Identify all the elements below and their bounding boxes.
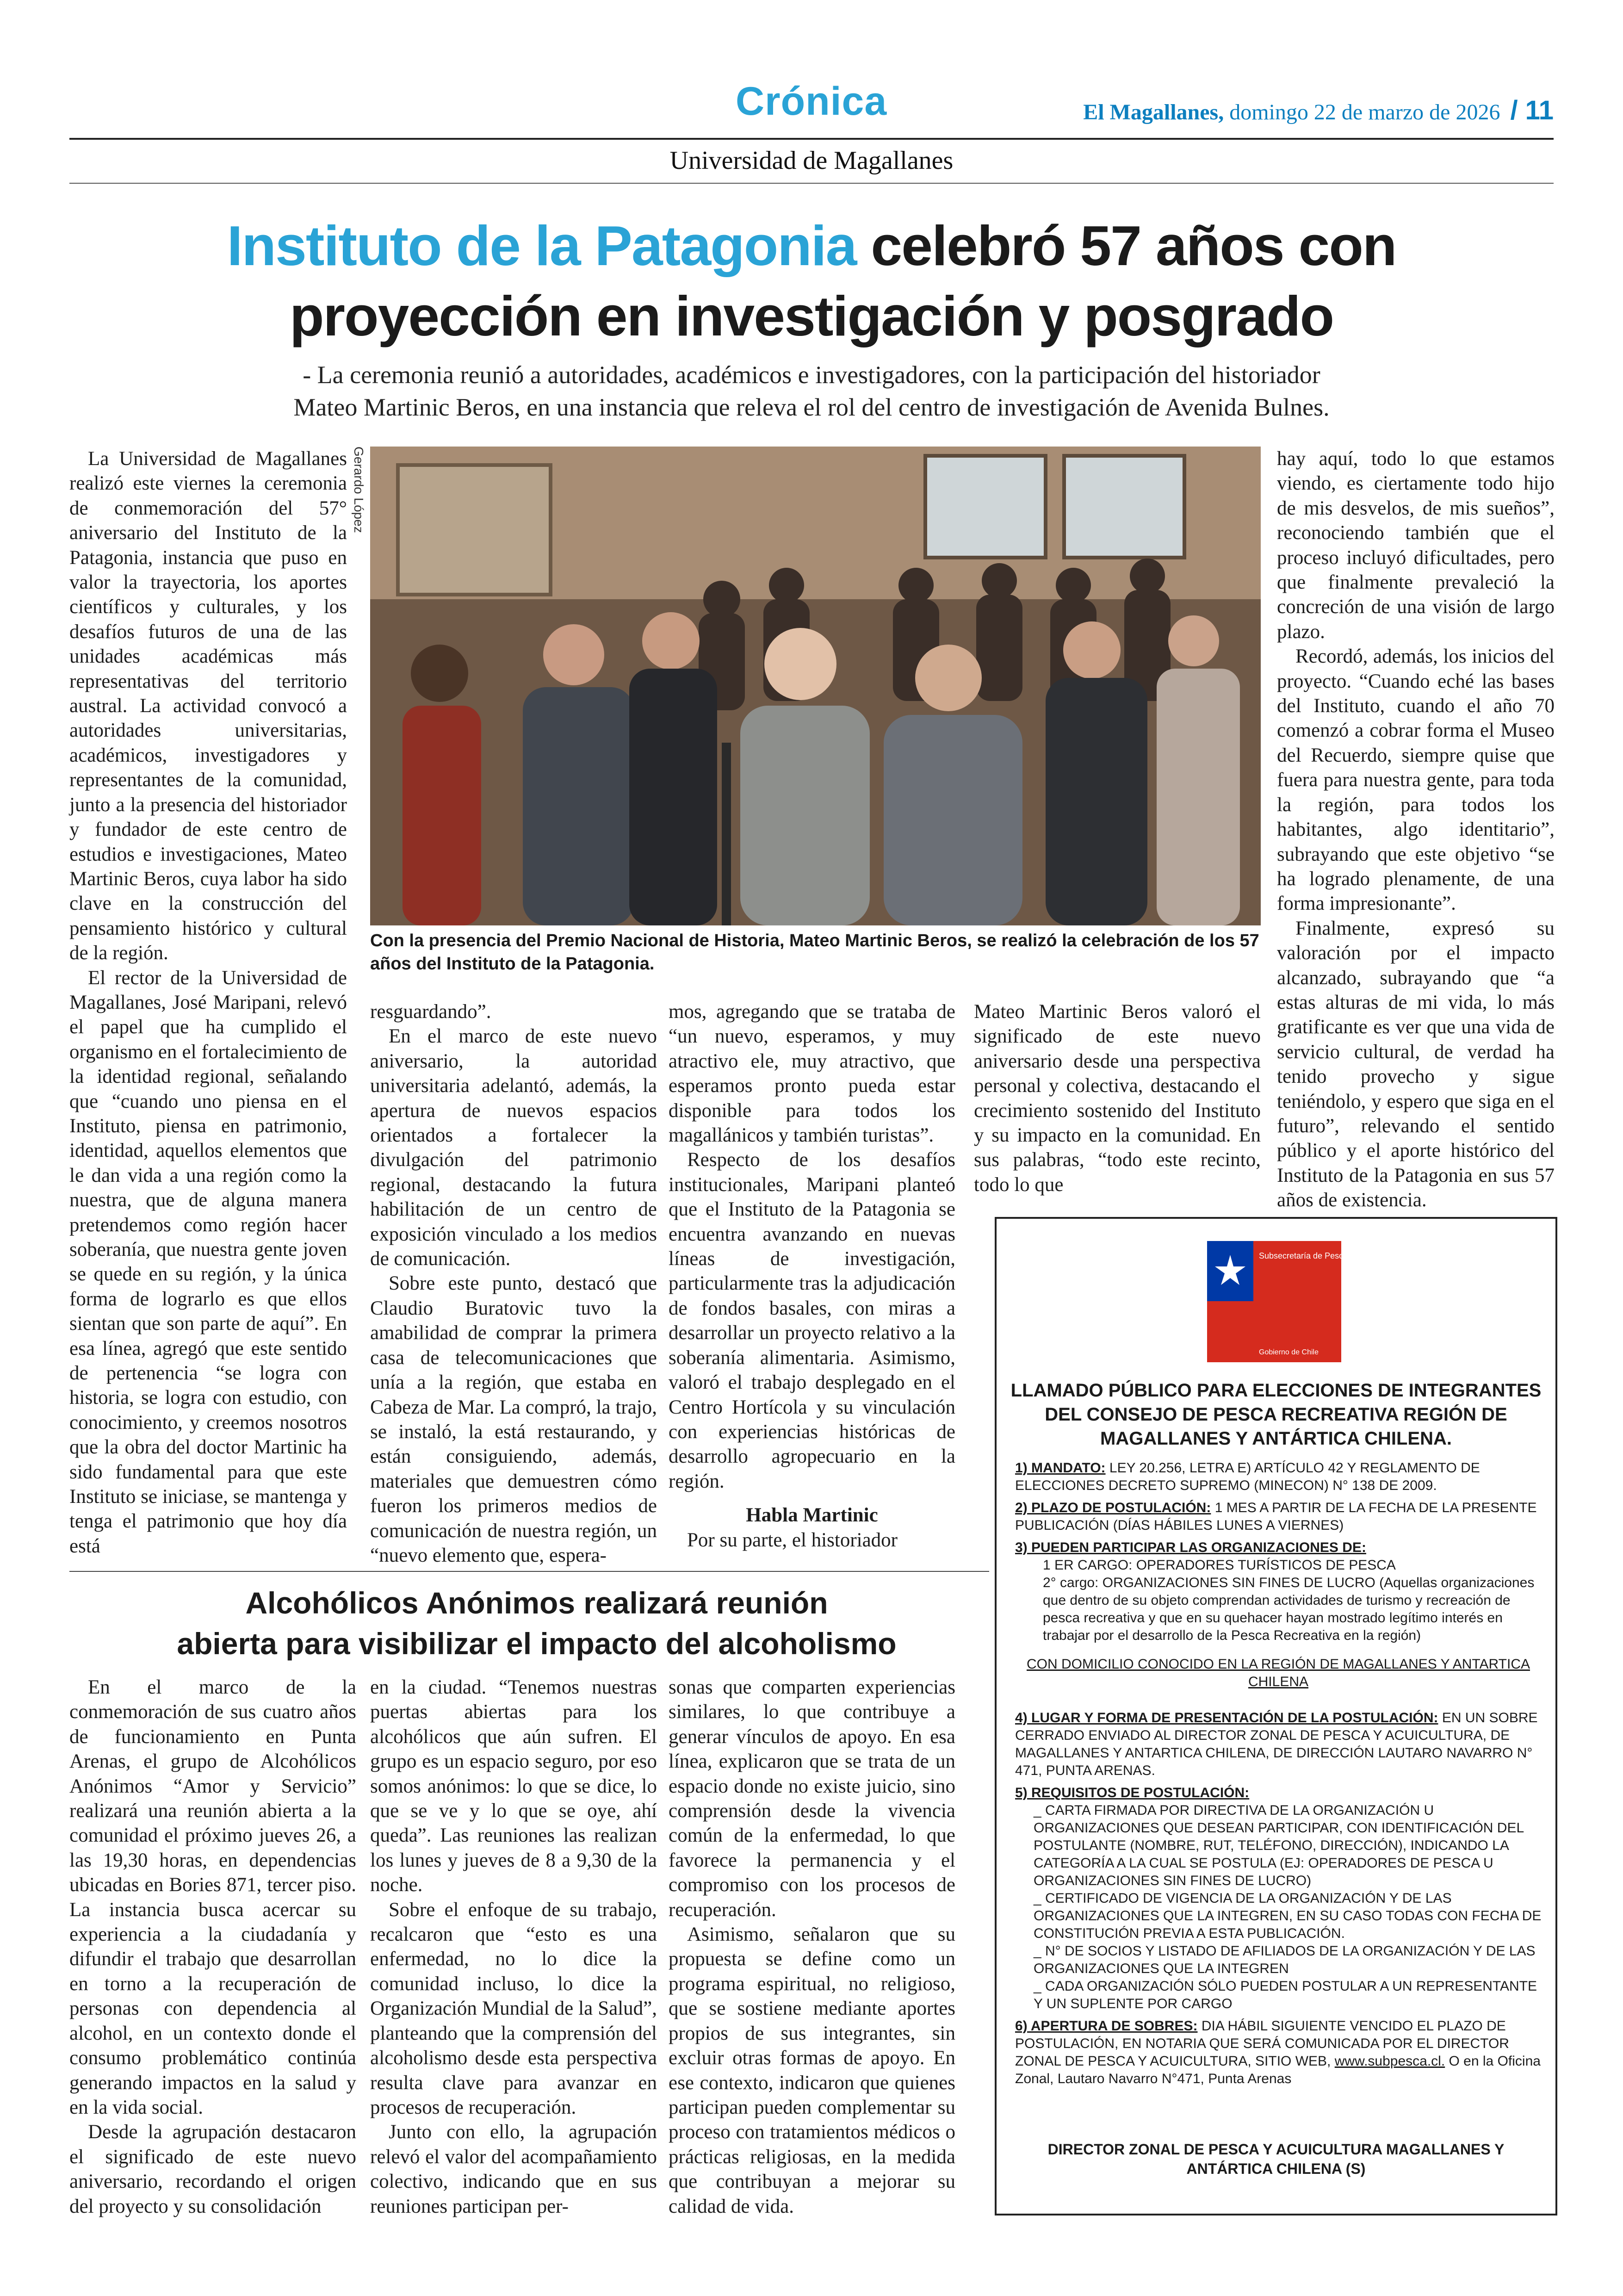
public-notice (995, 1217, 1557, 2215)
item-label: 2) PLAZO DE POSTULACIÓN: (1015, 1500, 1211, 1515)
notice-signature: DIRECTOR ZONAL DE PESCA Y ACUICULTURA MAGALLANES Y ANTÁRTICA CHILENA (S) (1047, 2141, 1505, 2177)
paragraph: En el marco de la conmemoración de sus cuatro años de funcionamiento en Punta Arenas, el grupo de Alcohólicos Anónimos “Amor y Servicio” realizará una reunión abierta a la comunidad el próximo jueves 26, a las 19,30 horas, en dependencias ubicadas en Bories 871, tercer piso. La instancia busca acercar su experiencia a la ciudadanía y difundir el trabajo que desarrollan en torno a la recuperación de personas con dependencia al alcohol, en un contexto donde el consumo problemático continúa generando impactos en la salud y en la vida social. (69, 1676, 356, 2118)
header-rule (69, 138, 1554, 140)
paragraph: Finalmente, expresó su valoración por el impacto alcanzado, subrayando que “a estas alturas de mi vida, lo más gratificante es ver que una vida de servicio cultural, de verdad ha tenido provecho y sigue teniéndolo, y espero que siga en el futuro”, relevando el sentido público y el aporte histórico del Instituto de la Patagonia en sus 57 años de existencia. (1277, 917, 1555, 1211)
paragraph: en la ciudad. “Tenemos nuestras puertas abiertas para los alcohólicos que aún sufren. El grupo es un espacio seguro, por eso somos anónimos: lo que se dice, lo que se ve y lo que se oye, ahí queda”. Las reuniones las realizan los lunes y jueves de 8 a 9,30 de la noche. (370, 1676, 657, 1896)
notice-body (1015, 1459, 1542, 2092)
article-photo (370, 447, 1261, 925)
headline-part-2: proyección en investigación y posgrado (289, 285, 1334, 348)
requirement: _ N° DE SOCIOS Y LISTADO DE AFILIADOS DE LA ORGANIZACIÓN Y DE LAS ORGANIZACIONES QUE LA INTEGREN (1034, 1943, 1536, 1976)
subsection-title: Universidad de Magallanes (669, 146, 954, 175)
logo-text: Subsecretaría de Pesca y Acuicultura (1259, 1251, 1398, 1260)
paragraph: Asimismo, señalaron que su propuesta se define como un programa espiritual, no religioso, que se sostiene mediante aportes propios de sus integrantes, sin excluir otras formas de apoyo. En ese contexto, indicaron que quienes participan pueden complementar su proceso con tratamientos médicos o prácticas religiosas, en la medida que contribuyan a mejorar su calidad de vida. (669, 1924, 955, 2217)
paragraph: Junto con ello, la agrupación relevó el valor del acompañamiento colectivo, indicando que en sus reuniones participan per- (370, 2121, 657, 2217)
article2-headline (69, 1582, 1004, 1664)
article2-column-2 (370, 1675, 657, 2219)
item-text: 1 MES A PARTIR DE LA FECHA DE LA PRESENTE PUBLICACIÓN (DÍAS HÁBILES LUNES A VIERNES) (1015, 1500, 1537, 1533)
article1-column-3 (669, 999, 955, 1552)
paper-name: El Magallanes, (1083, 100, 1224, 124)
publication-info (1083, 95, 1554, 126)
cargo-1: 1 ER CARGO: OPERADORES TURÍSTICOS DE PESCA (1043, 1558, 1396, 1573)
article1-column-5 (1277, 447, 1555, 1213)
notice-title: LLAMADO PÚBLICO PARA ELECCIONES DE INTEGRANTES DEL CONSEJO DE PESCA RECREATIVA REGIÓN DE MAGALLANES Y ANTÁRTICA CHILENA. (1010, 1380, 1542, 1449)
paragraph: hay aquí, todo lo que estamos viendo, es ciertamente todo hijo de mis desvelos, de mis sueños”, reconociendo también que el proceso incluyó dificultades, pero que finalmente prevaleció la concreción de una visión de largo plazo. (1277, 448, 1555, 643)
article-headline (69, 211, 1554, 351)
paragraph: El rector de la Universidad de Magallanes, José Maripani, relevó el papel que ha cumplido el organismo en el fortalecimiento de la identidad regional, señalando que “cuando uno piensa en el Instituto, piensa en patrimonio, identidad, aquellos elementos que le dan vida a una región como la nuestra, que de alguna manera pretendemos como región hacer soberanía, que nuestra gente joven se quede en su región, y la única forma de lograrlo es que ellos sientan que son parte de aquí”. En esa línea, agregó que este sentido de pertenencia “se logra con historia, se logra con estudio, con conocimiento, y creemos nosotros que la obra del doctor Martinic ha sido fundamental para que este Instituto se iniciase, se mantenga y tenga el patrimonio que hoy día está (69, 967, 347, 1557)
item-text: EN UN SOBRE CERRADO ENVIADO AL DIRECTOR ZONAL DE PESCA Y ACUICULTURA, DE MAGALLANES Y ANTARTICA CHILENA, DE DIRECCIÓN LAUTARO NAVARRO N° 471, PUNTA ARENAS. (1015, 1710, 1538, 1778)
article2-column-3 (669, 1675, 955, 2219)
headline-part-1: celebró 57 años con (871, 214, 1396, 277)
paragraph: Sobre este punto, destacó que Claudio Buratovic tuvo la amabilidad de comprar la primera casa de telecomunicaciones que unía a la región, que estaba en Cabeza de Mar. La compró, la trajo, se instaló, la está restaurando, y están consiguiendo, además, materiales que demuestren cómo fueron los primeros medios de comunicación de nuestra región, un “nuevo elemento que, espera- (370, 1272, 657, 1566)
paragraph: Mateo Martinic Beros valoró el significado de este nuevo aniversario desde una perspectiva personal y colectiva, destacando el crecimiento sostenido del Instituto y su impacto en la comunidad. En sus palabras, “todo este recinto, todo lo que (974, 1001, 1261, 1196)
photo-illustration (370, 447, 1261, 925)
requirement: _ CADA ORGANIZACIÓN SÓLO PUEDEN POSTULAR A UN REPRESENTANTE Y UN SUPLENTE POR CARGO (1034, 1979, 1537, 2011)
item-text: LEY 20.256, LETRA E) ARTÍCULO 42 Y REGLAMENTO DE ELECCIONES DECRETO SUPREMO (MINECON) N° 138 DE 2009. (1015, 1460, 1480, 1493)
article2-column-1 (69, 1675, 356, 2219)
photo-credit (349, 447, 368, 567)
paragraph: En el marco de este nuevo aniversario, la autoridad universitaria adelantó, además, la apertura de nuevos espacios orientados a fortalecer la divulgación del patrimonio regional, destacando la futura habilitación de un centro de exposición vinculado a los medios de comunicación. (370, 1025, 657, 1270)
item-text: DIA HÁBIL SIGUIENTE VENCIDO EL PLAZO DE POSTULACIÓN, EN NOTARIA QUE SERÁ COMUNICADA POR EL DIRECTOR ZONAL DE PESCA Y ACUICULTURA, SITIO WEB, (1015, 2018, 1509, 2069)
article1-column-1 (69, 447, 347, 1558)
paragraph: Sobre el enfoque de su trabajo, recalcaron que “esto es una enfermedad, no lo dice la comunidad incluso, lo dice la Organización Mundial de la Salud”, planteando que la comprensión del alcoholismo desde esta perspectiva resulta clave para avanzar en procesos de recuperación. (370, 1899, 657, 2118)
subsection-rule (69, 183, 1554, 184)
photo-caption: Con la presencia del Premio Nacional de Historia, Mateo Martinic Beros, se realizó la celebración de los 57 años del Instituto de la Patagonia. (370, 931, 1259, 974)
deck-line-2: Mateo Martinic Beros, en una instancia que releva el rol del centro de investigación de Avenida Bulnes. (293, 393, 1330, 421)
headline-line-1: Alcohólicos Anónimos realizará reunión (245, 1586, 828, 1620)
item-label: 6) APERTURA DE SOBRES: (1015, 2018, 1198, 2034)
item-label: 5) REQUISITOS DE POSTULACIÓN: (1015, 1785, 1250, 1800)
cargo-2: 2° cargo: ORGANIZACIONES SIN FINES DE LUCRO (Aquellas organizaciones que dentro de su objeto comprendan actividades de turismo y recreación de pesca recreativa y que en su quehacer hayan mostrado legítimo interés en trabajar por el desarrollo de la Pesca Recreativa en la región) (1043, 1575, 1535, 1643)
item-text: O en la Oficina Zonal, Lautaro Navarro N°471, Punta Arenas (1015, 2054, 1541, 2086)
requirement: _ CARTA FIRMADA POR DIRECTIVA DE LA ORGANIZACIÓN U ORGANIZACIONES QUE DESEAN PARTICIPAR, CON IDENTIFICACIÓN DEL POSTULANTE (NOMBRE, RUT, TELÉFONO, DIRECCIÓN), INDICANDO LA CATEGORÍA A LA CUAL SE POSTULA (EJ: OPERADORES DE PESCA U ORGANIZACIONES SIN FINES DE LUCRO) (1034, 1803, 1524, 1888)
item-label: 1) MANDATO: (1015, 1460, 1106, 1476)
chile-flag-icon (1207, 1241, 1398, 1362)
paragraph: Por su parte, el historiador (687, 1529, 898, 1551)
section-subhead: Habla Martinic (746, 1504, 878, 1527)
paragraph: mos, agregando que se trataba de “un nuevo, esperamos, y muy atractivo ele, muy atractivo, que esperamos pronto pueda estar disponible para todos los magallánicos y también turistas”. (669, 1001, 955, 1147)
article-deck (83, 359, 1540, 423)
section-name: Crónica (736, 79, 887, 124)
paragraph: Respecto de los desafíos institucionales, Maripani planteó que el Instituto de la Patagonia se encuentra avanzando en nuevas líneas de investigación, particularmente tras la adjudicación de fondos basales, con miras a desarrollar un proyecto relativo a la soberanía alimentaria. Asimismo, valoró el trabajo desplegado en el Centro Hortícola y su vinculación con experiencias históricas de desarrollo agropecuario en la región. (669, 1149, 955, 1492)
page-number: / 11 (1510, 95, 1554, 125)
issue-date: domingo 22 de marzo de 2026 (1229, 100, 1500, 124)
item-label: 4) LUGAR Y FORMA DE PRESENTACIÓN DE LA POSTULACIÓN: (1015, 1710, 1438, 1725)
deck-line-1: - La ceremonia reunió a autoridades, académicos e investigadores, con la participación del historiador (303, 361, 1320, 389)
subpesca-logo (1207, 1241, 1398, 1362)
item-label: 3) PUEDEN PARTICIPAR LAS ORGANIZACIONES DE: (1015, 1540, 1366, 1555)
requirement: _ CERTIFICADO DE VIGENCIA DE LA ORGANIZACIÓN Y DE LAS ORGANIZACIONES QUE LA INTEGREN, EN SU CASO TODAS CON FECHA DE CONSTITUCIÓN PREVIA A ESTA PUBLICACIÓN. (1034, 1891, 1542, 1941)
headline-highlight: Instituto de la Patagonia (227, 214, 856, 277)
photo-credit-text: Gerardo López (352, 447, 366, 533)
paragraph: Desde la agrupación destacaron el significado de este nuevo aniversario, recordando el origen del proyecto y su consolidación (69, 2121, 356, 2217)
paragraph: resguardando”. (370, 1001, 491, 1023)
domicilio: CON DOMICILIO CONOCIDO EN LA REGIÓN DE MAGALLANES Y ANTARTICA CHILENA (1026, 1657, 1530, 1689)
website-link[interactable]: www.subpesca.cl. (1334, 2054, 1445, 2069)
article1-column-4 (974, 999, 1261, 1197)
article-separator (69, 1571, 989, 1572)
logo-sub: Gobierno de Chile (1259, 1348, 1319, 1356)
article1-column-2 (370, 999, 657, 1568)
paragraph: La Universidad de Magallanes realizó este viernes la ceremonia de conmemoración del 57° aniversario del Instituto de la Patagonia, instancia que puso en valor la trayectoria, los aportes científicos y culturales, y los desafíos futuros de una de las unidades académicas más representativas del territorio austral. La actividad convocó a autoridades universitarias, académicos, investigadores y representantes de la comunidad, junto a la presencia del historiador y fundador de este centro de estudios e investigaciones, Mateo Martinic Beros, cuya labor ha sido clave en la construcción del pensamiento histórico y cultural de la región. (69, 448, 347, 964)
paragraph: sonas que comparten experiencias similares, lo que contribuye a generar vínculos de apoyo. En esa línea, explicaron que se trata de un espacio donde no existe juicio, sino comprensión desde la vivencia común de la enfermedad, lo que favorece la permanencia y el compromiso con los procesos de recuperación. (669, 1676, 955, 1921)
paragraph: Recordó, además, los inicios del proyecto. “Cuando eché las bases del Instituto, cuando el año 70 comenzó a cobrar forma el Museo del Recuerdo, siempre quise que fuera para nuestra gente, para toda la región, para todos los habitantes, algo identitario”, subrayando que este objetivo “se ha logrado plenamente, de una forma impresionante”. (1277, 645, 1555, 915)
headline-line-2: abierta para visibilizar el impacto del alcoholismo (177, 1626, 897, 1661)
